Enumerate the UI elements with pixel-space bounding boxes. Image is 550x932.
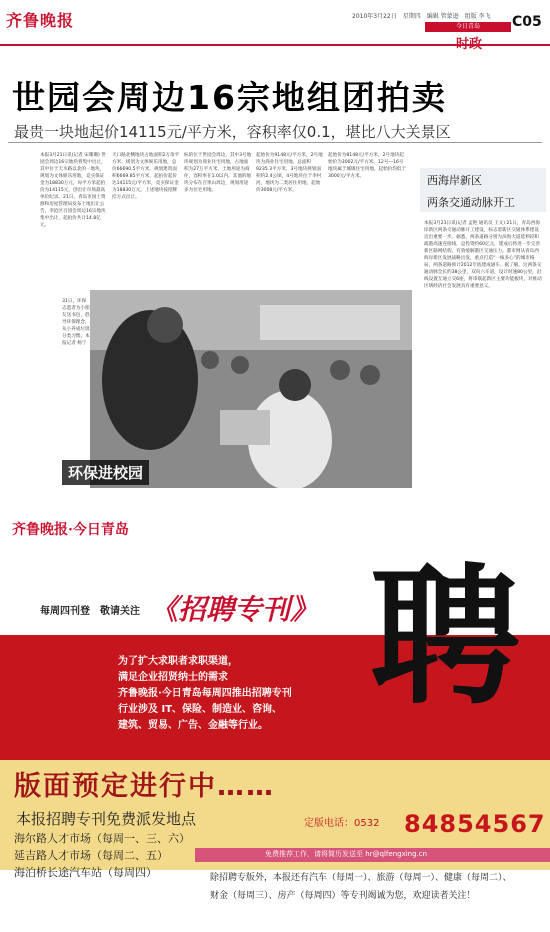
photo-tag: 环保进校园 xyxy=(62,460,149,485)
market-item: 延吉路人才市场（每周二、五） xyxy=(14,849,168,862)
market-item: 海泊桥长途汽车站（每周四） xyxy=(14,866,157,879)
news-photo xyxy=(90,290,412,488)
ad-calligraphy-character: 聘 xyxy=(370,549,521,725)
distribution-heading: 本报招聘专刊免费派发地点 xyxy=(16,810,197,828)
article-column-2: 天口路北侧地块占地面积2万余平方米，规划为文体娱乐用地，总价66690.5平方米，规划建筑面积6669.85平方米，起拍价起价达14115元/平方米，竞买保证金为18830万元。上述地块按招牌挂方式出让。 xyxy=(112,153,180,200)
ad-schedule: 每周四刊登 敬请关注 xyxy=(40,606,140,617)
footer-note: 除招聘专版外，本报还有汽车（每周一）、旅游（每周一）、健康（每周二）、 xyxy=(210,873,512,883)
ad-line: 行业涉及 IT、保险、制造业、咨询、 xyxy=(118,704,283,715)
subheadline: 最贵一块地起价14115元/平方米，容积率仅0.1，堪比八大关景区 xyxy=(14,123,451,141)
resume-email-text: 免费推荐工作，请将简历发送至 hr@qlfengxing.cn xyxy=(265,850,428,858)
article-column-1: 本报3月21日讯(记者 宋珊珊) 世园会周边16宗地块将集中出让，其中位于天水路以北的一地块，规划为文体娱乐用地，竞买保证金为18830万元，每平方米起拍价为14115元，创出让市场最高单价纪录。21日，青岛市国土资源和房屋管理局发布土地出让公告，李沧区百园会周边16宗地块集中出让，起拍价共计14.8亿元。 xyxy=(40,153,106,228)
headline: 世园会周边16宗地组团拍卖 xyxy=(12,78,447,117)
photo-illustration xyxy=(90,290,412,488)
footer-note: 财金（每周三）、房产（每周四）等专刊竭诚为您，欢迎读者关注！ xyxy=(210,891,476,901)
newspaper-logo: 齐鲁晚报 xyxy=(6,11,75,30)
article-column-5: 起始价为8148元/平方米，2号地块起始价为3002元/平方米。12号—16号地块属于城镇住宅用地，起始价均低于3000元/平方米。 xyxy=(328,153,407,179)
section-name: 时政 xyxy=(456,37,483,52)
booking-banner: 版面预定进行中…… xyxy=(14,771,275,802)
photo-caption: 31日，环保志愿者为小朋友送书包，倡导环保理念，从小养成垃圾分类习惯。本报记者 杨宁 xyxy=(62,299,90,346)
ad-line: 齐鲁晚报·今日青岛每周四推出招聘专刊 xyxy=(118,688,292,699)
issue-meta: 2010年3月22日 星期四 编辑 管蒙逊 组版 李飞 xyxy=(352,13,491,20)
sidebar-kicker: 西海岸新区 xyxy=(427,174,482,187)
ad-line: 满足企业招贤纳士的需求 xyxy=(118,672,228,683)
sidebar-body: 本报3月21日讯(记者 孟艳 通讯员 王文) 21日，青岛西海岸新区两条交通动脉开工建设，标志着新区交通体系建设迈出重要一步。据悉，两条道路分别为滨海大道延伸段和疏港高速连接线，总投资约60亿元，建成后将进一步完善新区路网结构，有效缓解港区交通压力。都市网从青岛西海岸新区发展战略出发，重点打造“一核多心”的城市格局，两条道路预计2012年底建成通车。据了解，这两条交通动脉全长约38公里，双向六车道，设计时速80公里，沿线设置互通立交6座，将串联起新区主要功能板块，对推动区域经济社会发展具有重要意义。 xyxy=(424,221,542,289)
page-number: C05 xyxy=(512,14,542,30)
ad-line: 建筑、贸易、广告、金融等行业。 xyxy=(118,720,268,731)
article-column-4: 起始价为9148元/平方米，2号地块为商业住宅用地，总面积9235.3平方米，3号地块规划面积约2.4公顷，4号地块位于李村河，地块为二类居住用地，起始价3008元/平方米。 xyxy=(256,153,323,193)
ad-description xyxy=(118,654,292,734)
phone-number: 84854567 xyxy=(404,810,546,838)
sidebar-headline: 两条交通动脉开工 xyxy=(427,196,515,209)
market-item: 海尔路人才市场（每周一、三、六） xyxy=(14,832,190,845)
article-column-3: 标的位于世园会周边，其中3号地块规划为商业住宅用地，占地面积为27万平方米，土地用途为商住，容积率在1.0以内。其他的地块分布在百果山周边，规划用途多为住宅用地。 xyxy=(184,153,252,193)
edition-badge: 今日青岛 xyxy=(425,22,511,32)
divider xyxy=(8,142,542,143)
phone-label: 定版电话：0532 xyxy=(304,818,380,829)
ad-title: 《招聘专刊》 xyxy=(150,593,319,626)
ad-logo: 齐鲁晚报·今日青岛 xyxy=(12,522,129,538)
ad-line: 为了扩大求职者求职渠道， xyxy=(118,656,238,667)
